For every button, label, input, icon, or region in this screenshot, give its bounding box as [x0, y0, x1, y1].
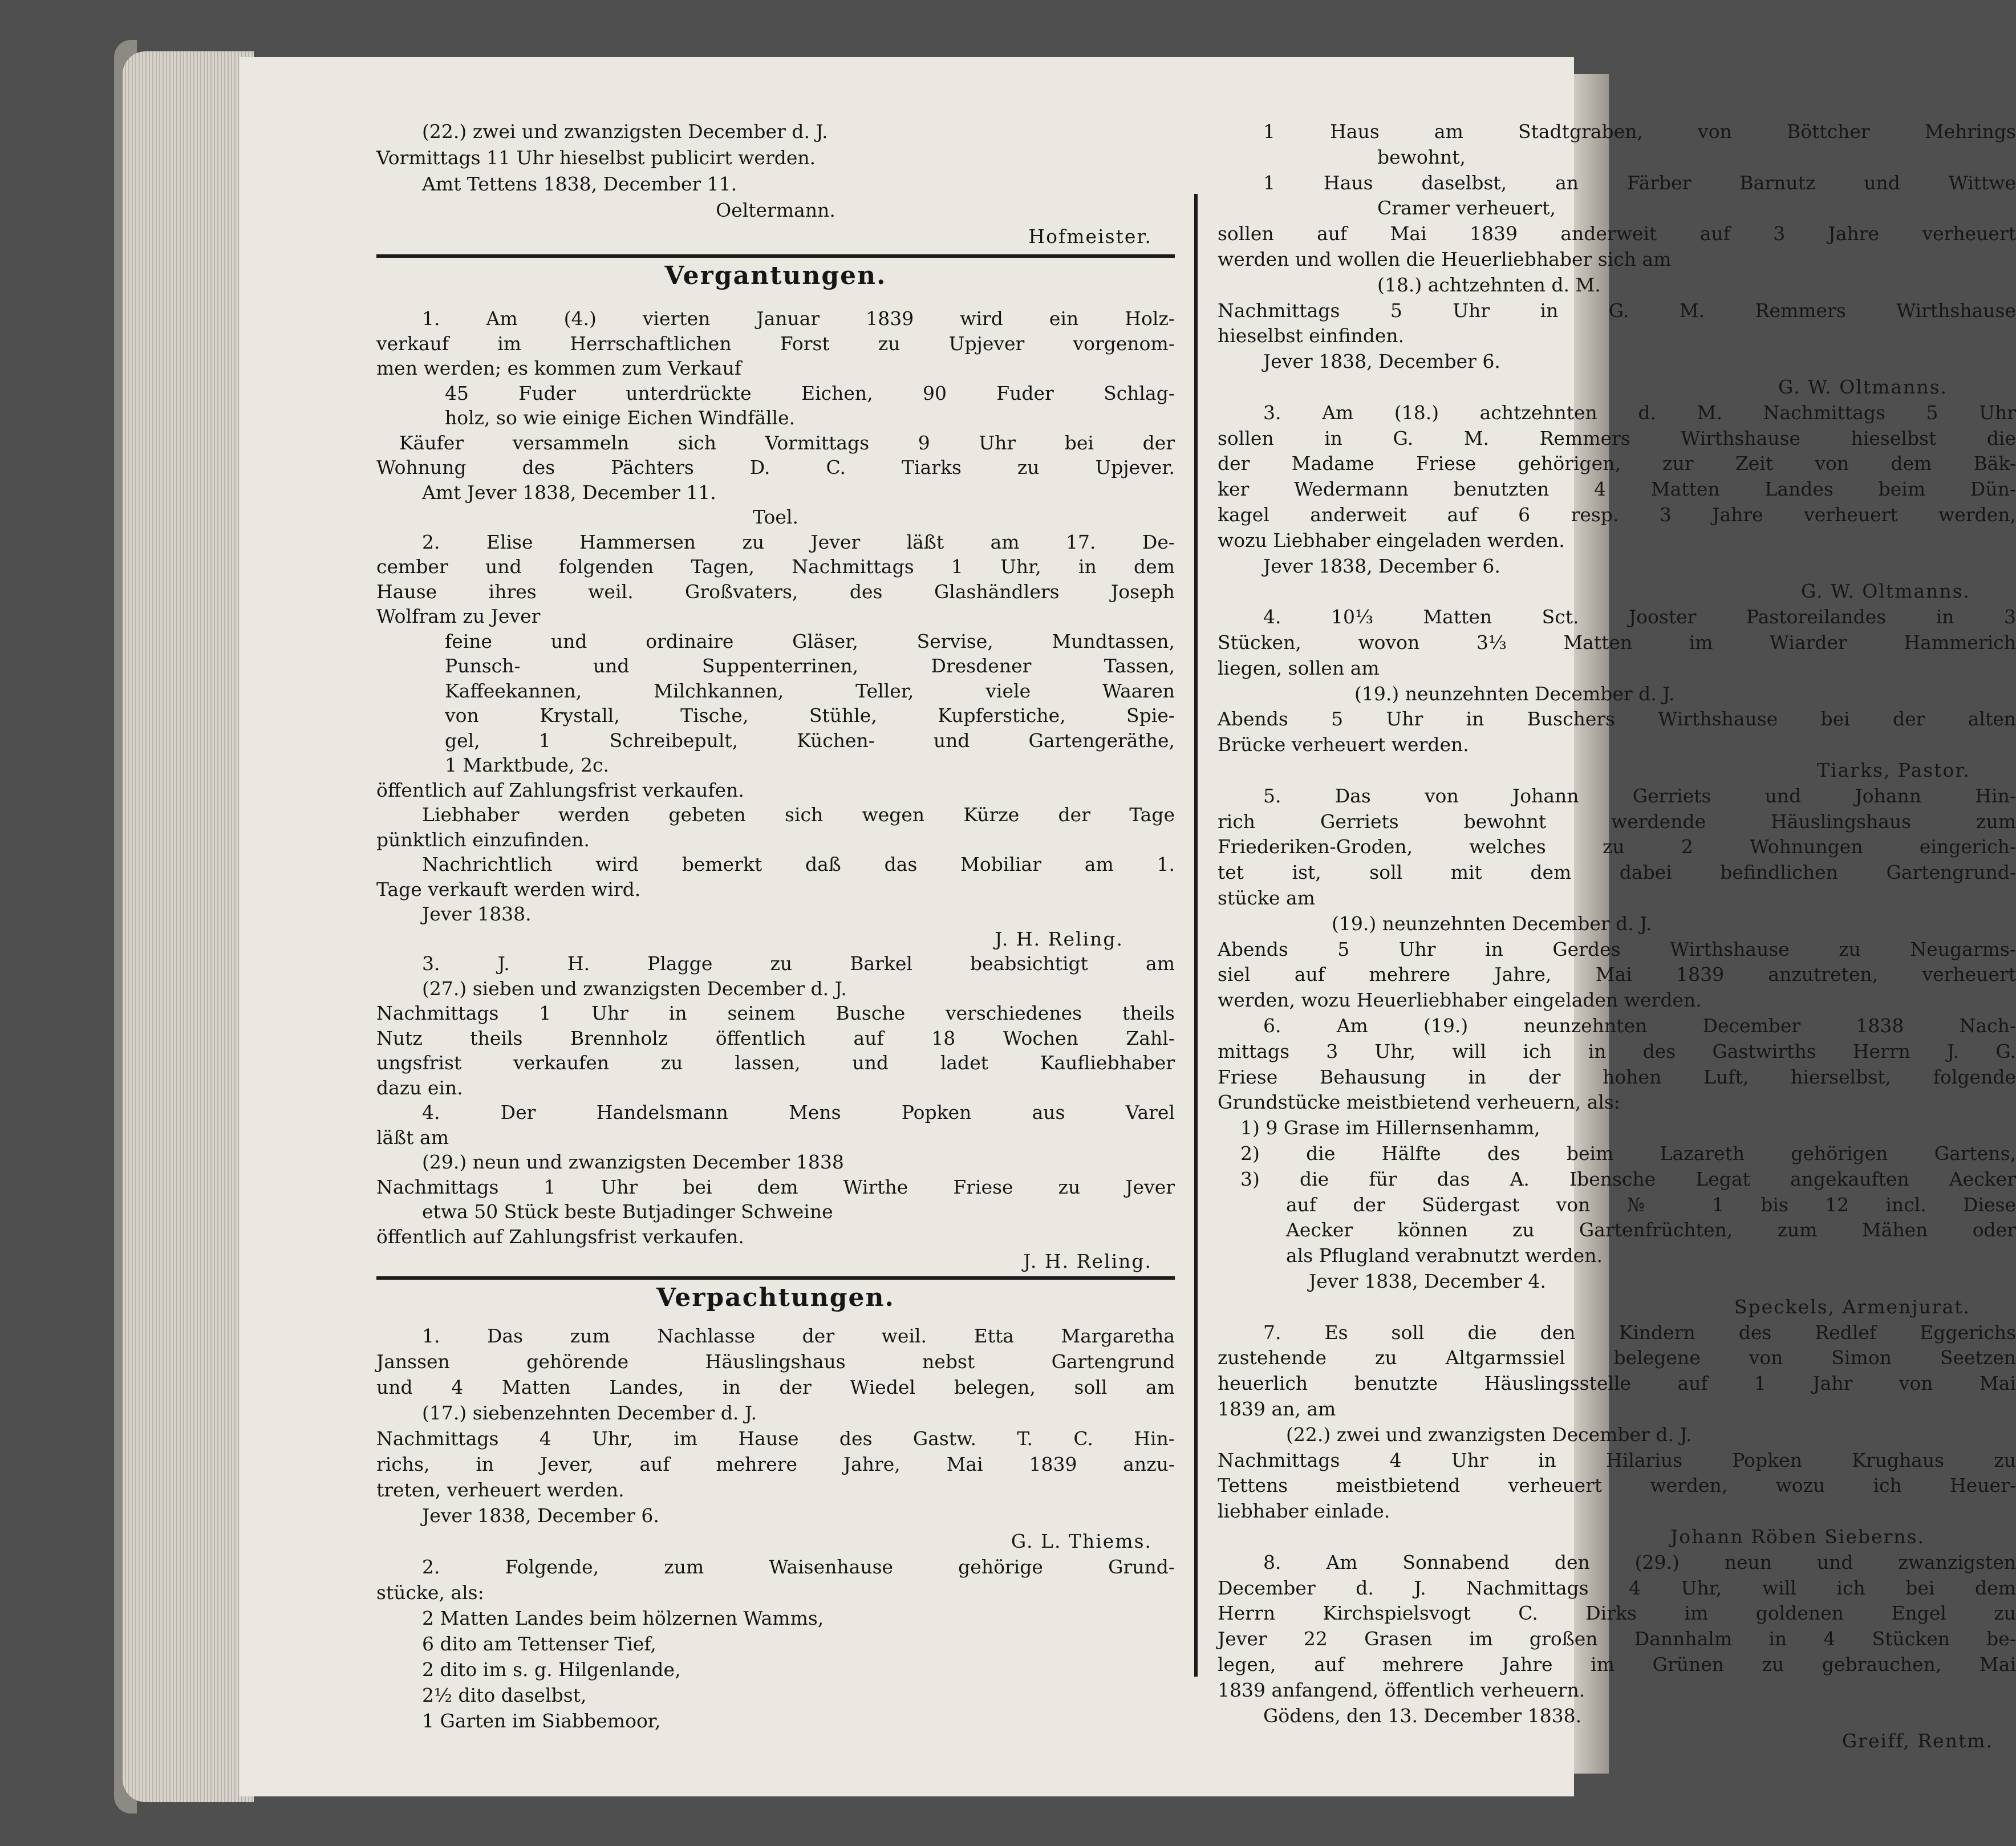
text-line: tet ist, soll mit dem dabei befindlichen Gartengrund-: [1218, 861, 2016, 884]
text-line: cember und folgenden Tagen, Nachmittags 1 Uhr, in dem: [376, 555, 1175, 578]
text-line: 1 Haus am Stadtgraben, von Böttcher Mehrings: [1263, 120, 2016, 143]
text-line: 6. Am (19.) neunzehnten December 1838 Nach-: [1263, 1015, 2016, 1037]
text-line: legen, auf mehrere Jahre im Grünen zu gebrauchen, Mai: [1218, 1653, 2016, 1675]
text-line: 4. Der Handelsmann Mens Popken aus Varel: [422, 1101, 1175, 1123]
text-line: 6 dito am Tettenser Tief,: [422, 1633, 656, 1655]
signature: Greiff, Rentm.: [1841, 1730, 1993, 1752]
text-line: 2 Matten Landes beim hölzernen Wamms,: [422, 1607, 824, 1629]
text-line: liebhaber einlade.: [1218, 1500, 1390, 1523]
text-line: Nutz theils Brennholz öffentlich auf 18 Wochen Zahl-: [376, 1027, 1175, 1049]
text-line: Wolfram zu Jever: [376, 605, 541, 627]
text-line: Käufer versammeln sich Vormittags 9 Uhr bei der: [399, 431, 1175, 454]
text-line: als Pflugland verabnutzt werden.: [1286, 1244, 1603, 1267]
text-line: Brücke verheuert werden.: [1218, 733, 1469, 756]
text-line: sollen auf Mai 1839 anderweit auf 3 Jahre verheuert: [1218, 222, 2016, 245]
text-line: 1 Haus daselbst, an Färber Barnutz und Wittwe: [1263, 171, 2016, 194]
text-line: feine und ordinaire Gläser, Servise, Mundtassen,: [445, 630, 1175, 652]
text-line: auf der Südergast von № 1 bis 12 incl. Diese: [1286, 1193, 2016, 1216]
text-line: kagel anderweit auf 6 resp. 3 Jahre verheuert werden,: [1218, 504, 2016, 526]
text-line: 1. Das zum Nachlasse der weil. Etta Margaretha: [422, 1325, 1175, 1347]
text-line: Tage verkauft werden wird.: [376, 878, 641, 900]
text-line: der Madame Friese gehörigen, zur Zeit von dem Bäk-: [1218, 452, 2016, 475]
text-line: Janssen gehörende Häuslingshaus nebst Gartengrund: [376, 1350, 1175, 1373]
text-line: stücke, als:: [376, 1581, 484, 1604]
text-line: 1 Garten im Siabbemoor,: [422, 1710, 661, 1732]
text-line: 1 Marktbude, 2c.: [445, 754, 609, 776]
text-line: (19.) neunzehnten December d. J.: [1354, 682, 1675, 705]
newspaper-page: [240, 57, 2016, 1796]
text-line: Herrn Kirchspielsvogt C. Dirks im goldenen Engel zu: [1218, 1602, 2016, 1625]
text-line: Friese Behausung in der hohen Luft, hierselbst, folgende: [1218, 1065, 2016, 1088]
text-line: öffentlich auf Zahlungsfrist verkaufen.: [376, 778, 744, 801]
text-line: werden, wozu Heuerliebhaber eingeladen werden.: [1218, 989, 1702, 1012]
text-line: Kaffeekannen, Milchkannen, Teller, viele Waaren: [445, 679, 1175, 702]
text-line: 2) die Hälfte des beim Lazareth gehörigen Gartens,: [1240, 1142, 2016, 1165]
section-heading: Verpachtungen.: [656, 1283, 895, 1312]
signature: J. H. Reling.: [1023, 1250, 1152, 1272]
text-line: Jever 1838, December 6.: [422, 1504, 659, 1527]
signature: Hofmeister.: [1028, 225, 1152, 248]
text-line: 3. Am (18.) achtzehnten d. M. Nachmittags 5 Uhr: [1263, 401, 2016, 424]
text-line: etwa 50 Stück beste Butjadinger Schweine: [422, 1200, 833, 1223]
signature: J. H. Reling.: [995, 927, 1123, 950]
text-line: bewohnt,: [1377, 145, 1466, 168]
signature: G. W. Oltmanns.: [1778, 376, 1948, 398]
text-line: (29.) neun und zwanzigsten December 1838: [422, 1151, 844, 1173]
signature: Johann Röben Sieberns.: [1670, 1526, 1925, 1548]
column-divider: [1194, 194, 1198, 1677]
text-line: 45 Fuder unterdrückte Eichen, 90 Fuder Schlag-: [445, 382, 1175, 404]
text-line: Nachmittags 1 Uhr bei dem Wirthe Friese zu Jever: [376, 1175, 1175, 1198]
signature: Toel.: [753, 506, 798, 528]
text-line: 8. Am Sonnabend den (29.) neun und zwanzigsten: [1263, 1551, 2016, 1573]
text-line: dazu ein.: [376, 1076, 463, 1099]
text-line: (18.) achtzehnten d. M.: [1377, 273, 1601, 296]
text-line: Friederiken-Groden, welches zu 2 Wohnungen eingerich-: [1218, 835, 2016, 858]
signature: G. L. Thiems.: [1011, 1530, 1152, 1552]
text-line: Jever 1838, December 6.: [1263, 554, 1500, 577]
text-line: öffentlich auf Zahlungsfrist verkaufen.: [376, 1225, 744, 1248]
section-rule: [376, 254, 1175, 258]
text-line: rich Gerriets bewohnt werdende Häuslingshaus zum: [1218, 810, 2016, 833]
text-line: verkauf im Herrschaftlichen Forst zu Upjever vorgenom-: [376, 332, 1175, 355]
text-line: Nachmittags 1 Uhr in seinem Busche verschiedenes theils: [376, 1002, 1175, 1024]
text-line: Nachmittags 4 Uhr in Hilarius Popken Krughaus zu: [1218, 1449, 2016, 1471]
text-line: liegen, sollen am: [1218, 656, 1380, 679]
text-line: 1. Am (4.) vierten Januar 1839 wird ein Holz-: [422, 307, 1175, 330]
text-line: 2. Elise Hammersen zu Jever läßt am 17. De-: [422, 530, 1175, 553]
text-line: mittags 3 Uhr, will ich in des Gastwirths Herrn J. G.: [1218, 1040, 2016, 1062]
signature: G. W. Oltmanns.: [1800, 580, 1970, 603]
text-line: 5. Das von Johann Gerriets und Johann Hin-: [1263, 784, 2016, 807]
text-line: holz, so wie einige Eichen Windfälle.: [445, 407, 796, 429]
text-line: treten, verheuert werden.: [376, 1479, 624, 1501]
text-line: (27.) sieben und zwanzigsten December d. J.: [422, 977, 847, 1000]
text-line: werden und wollen die Heuerliebhaber sich am: [1218, 248, 1672, 270]
text-line: Liebhaber werden gebeten sich wegen Kürze der Tage: [422, 804, 1175, 826]
signature: Speckels, Armenjurat.: [1734, 1295, 1970, 1318]
text-line: Nachrichtlich wird bemerkt daß das Mobiliar am 1.: [422, 853, 1175, 875]
section-rule: [376, 1276, 1175, 1280]
text-line: läßt am: [376, 1126, 449, 1149]
book-page-edges: [123, 51, 254, 1802]
section-heading: Vergantungen.: [664, 261, 887, 290]
text-line: Wohnung des Pächters D. C. Tiarks zu Upjever.: [376, 456, 1175, 478]
text-line: men werden; es kommen zum Verkauf: [376, 357, 741, 379]
signature: Oeltermann.: [716, 199, 835, 221]
text-line: richs, in Jever, auf mehrere Jahre, Mai 1839 anzu-: [376, 1453, 1175, 1475]
text-line: heuerlich benutzte Häuslingsstelle auf 1 Jahr von Mai: [1218, 1372, 2016, 1395]
text-line: Amt Tettens 1838, December 11.: [422, 173, 737, 195]
text-line: Hause ihres weil. Großvaters, des Glashändlers Joseph: [376, 580, 1175, 603]
text-line: Cramer verheuert,: [1377, 197, 1556, 220]
text-line: Vormittags 11 Uhr hieselbst publicirt werden.: [376, 147, 816, 169]
text-line: siel auf mehrere Jahre, Mai 1839 anzutreten, verheuert: [1218, 963, 2016, 986]
text-line: Jever 1838.: [422, 903, 532, 925]
text-line: Nachmittags 5 Uhr in G. M. Remmers Wirthshause: [1218, 299, 2016, 322]
text-line: Amt Jever 1838, December 11.: [422, 481, 716, 504]
text-line: von Krystall, Tische, Stühle, Kupferstiche, Spie-: [445, 704, 1175, 727]
text-line: Nachmittags 4 Uhr, im Hause des Gastw. T. C. Hin-: [376, 1427, 1175, 1450]
text-line: ungsfrist verkaufen zu lassen, und ladet Kaufliebhaber: [376, 1052, 1175, 1074]
text-line: 1) 9 Grase im Hillernsenhamm,: [1240, 1117, 1540, 1139]
text-line: Abends 5 Uhr in Buschers Wirthshause bei der alten: [1218, 708, 2016, 731]
text-line: Gödens, den 13. December 1838.: [1263, 1704, 1582, 1727]
signature: Tiarks, Pastor.: [1816, 759, 1970, 781]
text-line: gel, 1 Schreibepult, Küchen- und Gartengeräthe,: [445, 729, 1175, 752]
text-line: 4. 10⅓ Matten Sct. Jooster Pastoreilandes in 3: [1263, 606, 2016, 628]
text-line: zustehende zu Altgarmssiel belegene von Simon Seetzen: [1218, 1346, 2016, 1369]
text-line: 2. Folgende, zum Waisenhause gehörige Grund-: [422, 1556, 1175, 1578]
text-line: (19.) neunzehnten December d. J.: [1332, 912, 1652, 935]
text-line: wozu Liebhaber eingeladen werden.: [1218, 529, 1565, 551]
text-line: Grundstücke meistbietend verheuern, als:: [1218, 1091, 1620, 1114]
text-line: 2 dito im s. g. Hilgenlande,: [422, 1658, 681, 1681]
text-line: sollen in G. M. Remmers Wirthshause hieselbst die: [1218, 427, 2016, 449]
text-line: ker Wedermann benutzten 4 Matten Landes beim Dün-: [1218, 478, 2016, 501]
text-line: 7. Es soll die den Kindern des Redlef Eggerichs: [1263, 1321, 2016, 1344]
text-line: Stücken, wovon 3⅓ Matten im Wiarder Hammerich: [1218, 631, 2016, 654]
text-line: December d. J. Nachmittags 4 Uhr, will ich bei dem: [1218, 1576, 2016, 1599]
text-line: Jever 1838, December 4.: [1309, 1270, 1546, 1292]
text-line: 3. J. H. Plagge zu Barkel beabsichtigt am: [422, 952, 1175, 975]
text-line: hieselbst einfinden.: [1218, 324, 1405, 347]
text-line: (22.) zwei und zwanzigsten December d. J.: [422, 120, 828, 143]
text-line: 2½ dito daselbst,: [422, 1684, 587, 1706]
text-line: und 4 Matten Landes, in der Wiedel belegen, soll am: [376, 1376, 1175, 1398]
text-line: pünktlich einzufinden.: [376, 828, 590, 851]
text-line: stücke am: [1218, 887, 1315, 909]
text-line: Tettens meistbietend verheuert werden, wozu ich Heuer-: [1218, 1474, 2016, 1497]
text-line: Aecker können zu Gartenfrüchten, zum Mähen oder: [1286, 1219, 2016, 1242]
text-line: Jever 22 Grasen im großen Dannhalm in 4 Stücken be-: [1218, 1628, 2016, 1650]
text-line: 1839 an, am: [1218, 1398, 1336, 1420]
text-line: (22.) zwei und zwanzigsten December d. J.: [1286, 1423, 1692, 1446]
text-line: Jever 1838, December 6.: [1263, 350, 1500, 373]
text-line: Abends 5 Uhr in Gerdes Wirthshause zu Neugarms-: [1218, 938, 2016, 960]
text-line: 1839 anfangend, öffentlich verheuern.: [1218, 1678, 1585, 1701]
text-line: (17.) siebenzehnten December d. J.: [422, 1402, 757, 1424]
text-line: Punsch- und Suppenterrinen, Dresdener Tassen,: [445, 655, 1175, 677]
text-line: 3) die für das A. Ibensche Legat angekauften Aecker: [1240, 1167, 2016, 1190]
